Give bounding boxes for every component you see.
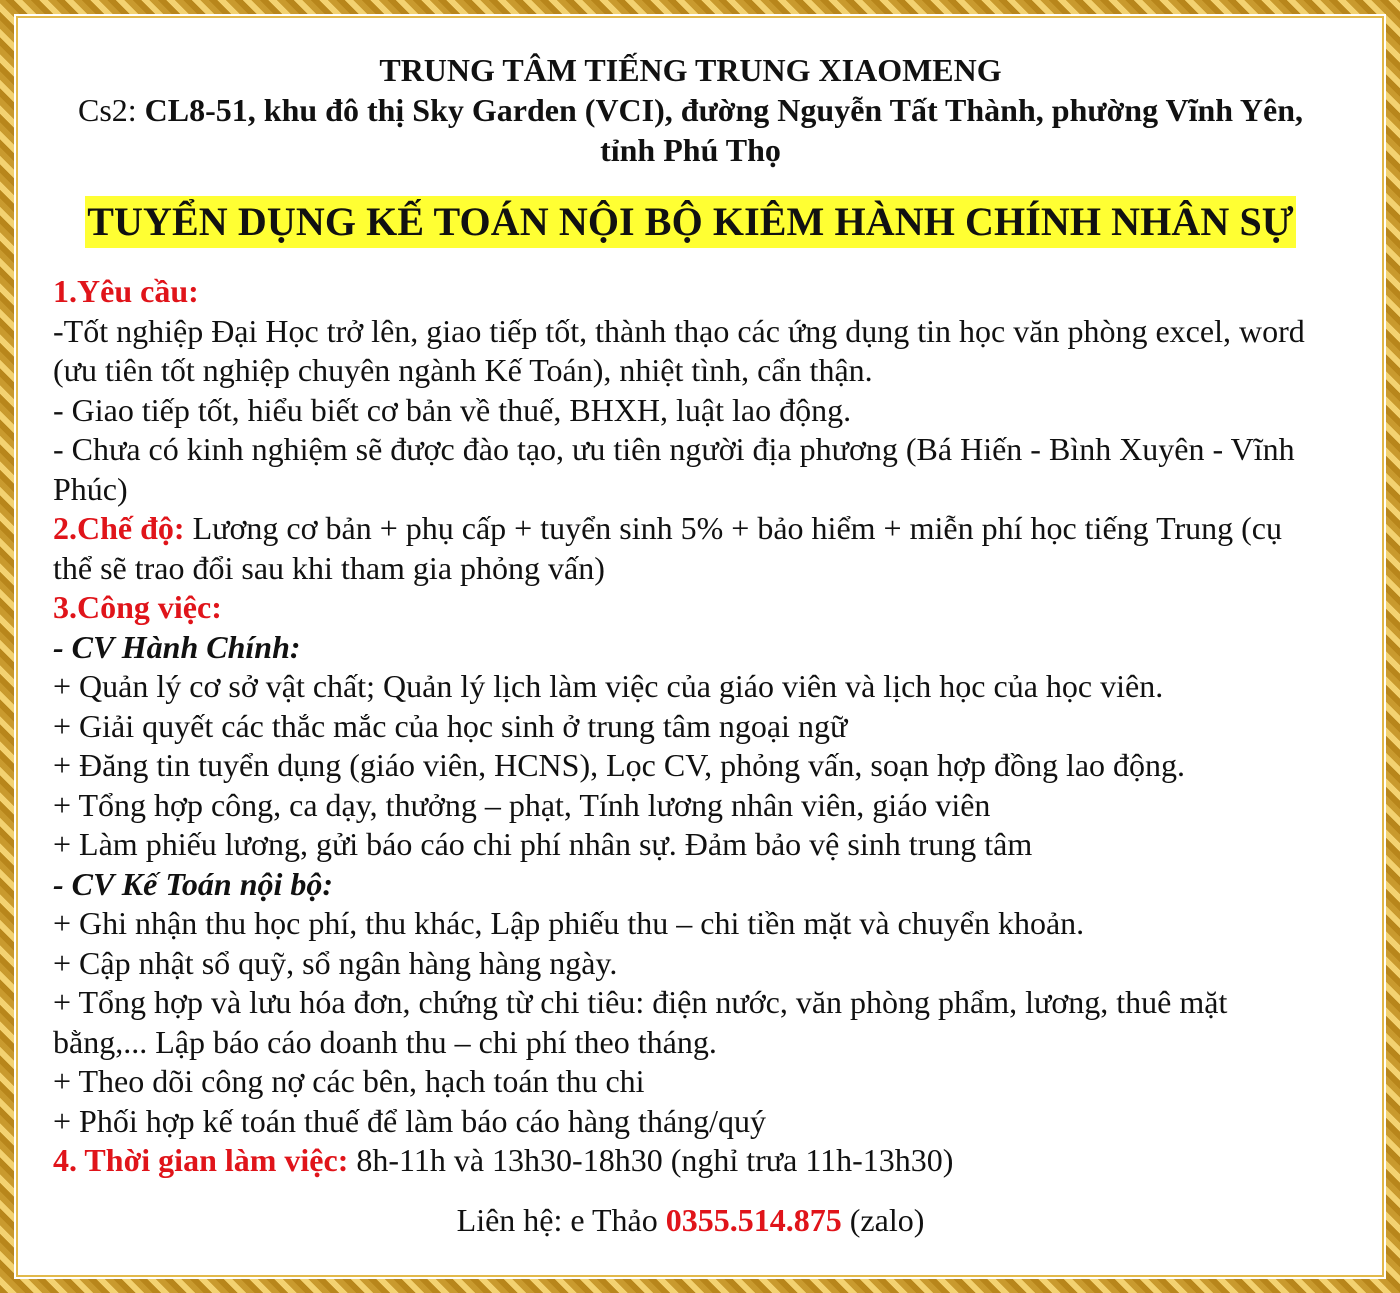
org-name: TRUNG TÂM TIẾNG TRUNG XIAOMENG xyxy=(379,52,1002,88)
admin-job-item: + Đăng tin tuyển dụng (giáo viên, HCNS), Lọc CV, phỏng vấn, soạn hợp đồng lao động. xyxy=(53,747,1186,783)
title-wrap xyxy=(53,196,1328,248)
admin-job-item: + Tổng hợp công, ca dạy, thưởng – phạt, Tính lương nhân viên, giáo viên xyxy=(53,786,991,823)
requirement-item-2: - Giao tiếp tốt, hiểu biết cơ bản về thuế, BHXH, luật lao động. xyxy=(53,391,852,428)
work-time-section xyxy=(53,1141,1328,1181)
requirement-item-1: -Tốt nghiệp Đại Học trở lên, giao tiếp tốt, thành thạo các ứng dụng tin học văn phòng excel, word (ưu tiên tốt nghiệp chuyên ngành Kế Toán), nhiệt tình, cẩn thận. xyxy=(53,312,1305,388)
requirement-item-3: - Chưa có kinh nghiệm sẽ được đào tạo, ưu tiên người địa phương (Bá Hiến - Bình Xuyên - Vĩnh Phúc) xyxy=(53,431,1295,507)
job-posting xyxy=(53,50,1328,1240)
contact-prefix: Liên hệ: e Thảo xyxy=(456,1201,666,1238)
admin-job-item: + Quản lý cơ sở vật chất; Quản lý lịch làm việc của giáo viên và lịch học của học viên. xyxy=(53,668,1164,704)
benefits-section xyxy=(53,509,1328,588)
benefits-heading: 2.Chế độ: xyxy=(53,510,185,546)
accounting-job-item: + Theo dõi công nợ các bên, hạch toán thu chi xyxy=(53,1063,645,1099)
contact-line xyxy=(53,1201,1328,1241)
work-time-heading: 4. Thời gian làm việc: xyxy=(53,1142,349,1178)
jobs-heading: 3.Công việc: xyxy=(53,589,222,625)
accounting-job-item: + Tổng hợp và lưu hóa đơn, chứng từ chi tiêu: điện nước, văn phòng phẩm, lương, thuê mặt bằng,... Lập báo cáo doanh thu – chi phí theo tháng. xyxy=(53,984,1228,1060)
work-time-text: 8h-11h và 13h30-18h30 (nghỉ trưa 11h-13h30) xyxy=(348,1142,954,1178)
accounting-job-item: + Ghi nhận thu học phí, thu khác, Lập phiếu thu – chi tiền mặt và chuyển khoản. xyxy=(53,905,1085,941)
contact-phone[interactable]: 0355.514.875 xyxy=(665,1201,842,1238)
admin-job-item: + Giải quyết các thắc mắc của học sinh ở trung tâm ngoại ngữ xyxy=(53,707,848,744)
requirements-heading: 1.Yêu cầu: xyxy=(53,273,199,309)
address-block xyxy=(53,90,1328,170)
admin-job-item: + Làm phiếu lương, gửi báo cáo chi phí nhân sự. Đảm bảo vệ sinh trung tâm xyxy=(53,826,1033,862)
requirements-section xyxy=(53,272,1328,509)
accounting-job-item: + Cập nhật sổ quỹ, sổ ngân hàng hàng ngày. xyxy=(53,944,618,981)
benefits-text: Lương cơ bản + phụ cấp + tuyển sinh 5% + bảo hiểm + miễn phí học tiếng Trung (cụ thể sẽ trao đổi sau khi tham gia phỏng vấn) xyxy=(53,510,1282,586)
admin-jobs-heading: - CV Hành Chính: xyxy=(53,628,301,665)
accounting-job-item: + Phối hợp kế toán thuế để làm báo cáo hàng tháng/quý xyxy=(53,1102,767,1139)
accounting-jobs-heading: - CV Kế Toán nội bộ: xyxy=(53,865,334,902)
jobs-section xyxy=(53,588,1328,1141)
address-text: CL8-51, khu đô thị Sky Garden (VCI), đường Nguyễn Tất Thành, phường Vĩnh Yên, tỉnh Phú Thọ xyxy=(144,92,1304,168)
contact-suffix: (zalo) xyxy=(841,1201,925,1238)
page-title: TUYỂN DỤNG KẾ TOÁN NỘI BỘ KIÊM HÀNH CHÍNH NHÂN SỰ xyxy=(85,196,1296,248)
address-prefix: Cs2: xyxy=(77,92,145,128)
